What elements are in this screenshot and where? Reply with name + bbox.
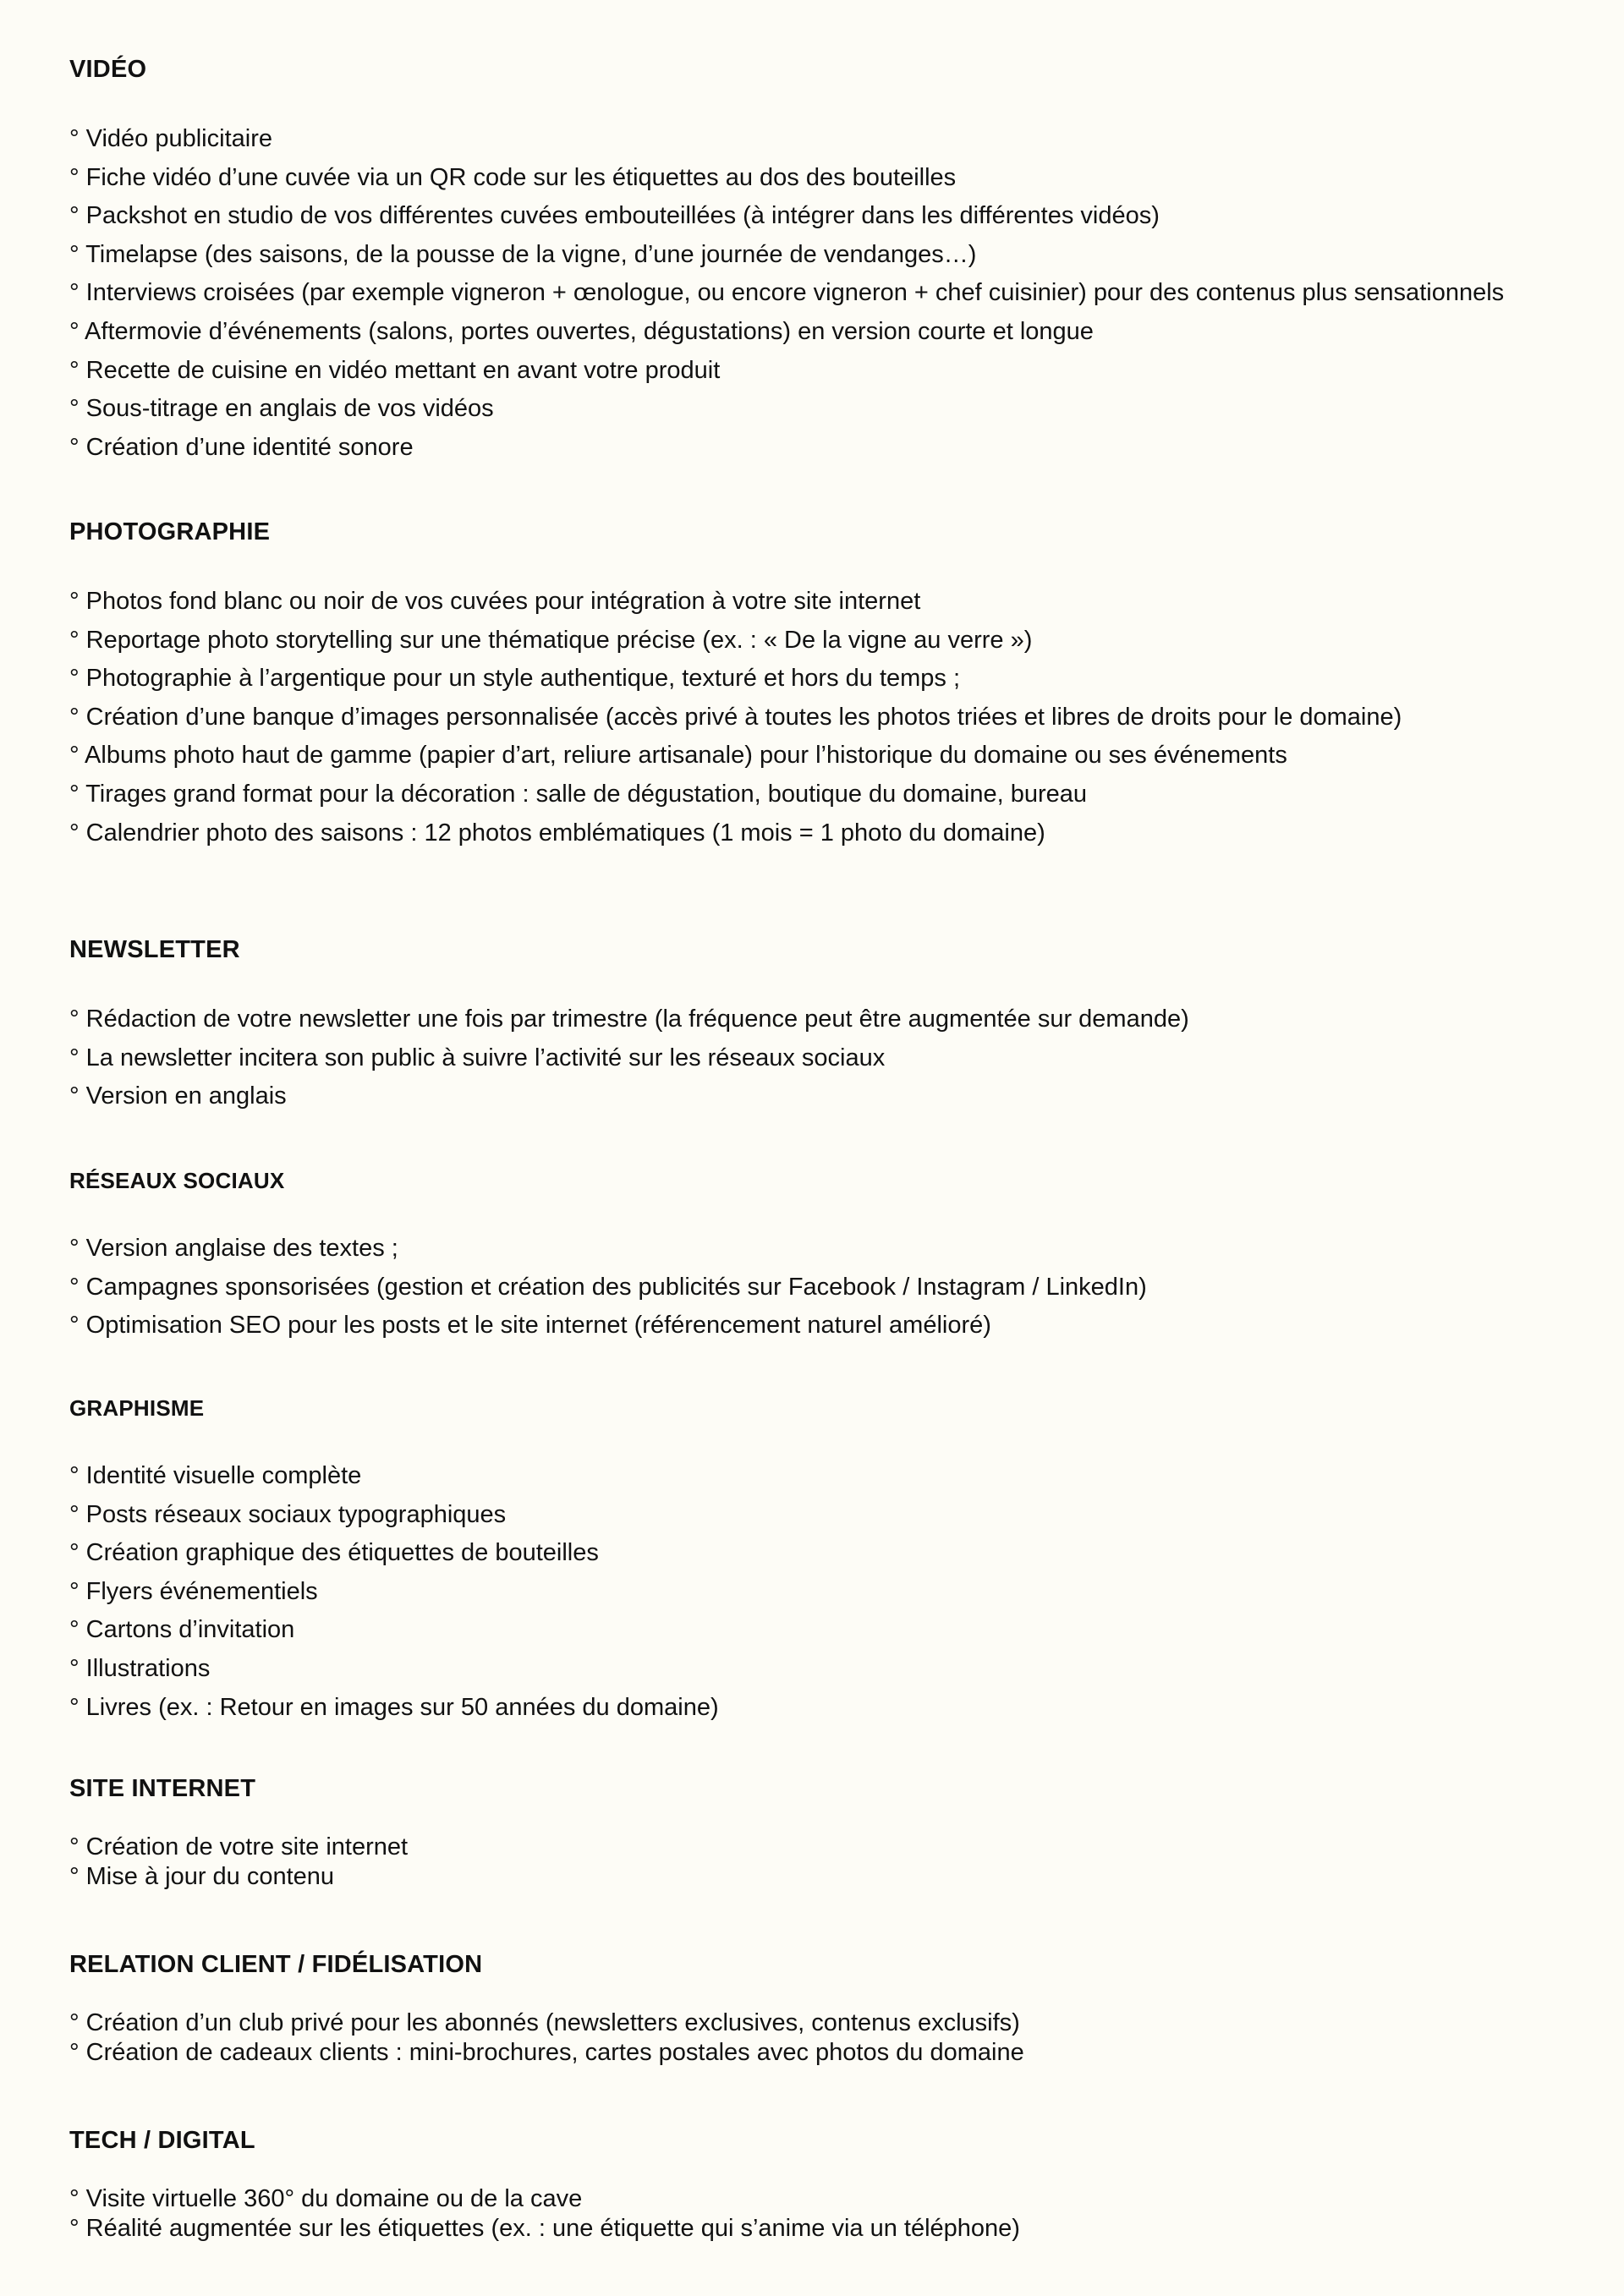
list-item: ° Création de votre site internet xyxy=(69,1833,409,1860)
list-item: ° Optimisation SEO pour les posts et le site internet (référencement naturel amélioré) xyxy=(69,1312,991,1340)
section-newsletter xyxy=(69,934,1573,1116)
service-list xyxy=(69,2008,1573,2068)
list-item: ° Création d’un club privé pour les abonnés (newsletters exclusives, contenus exclusifs) xyxy=(69,2009,1020,2036)
service-list xyxy=(69,1230,1573,1345)
list-item: ° Mise à jour du contenu xyxy=(69,1863,335,1890)
list-item: ° Réalité augmentée sur les étiquettes (ex. : une étiquette qui s’anime via un téléphone) xyxy=(69,2215,1020,2242)
list-item: ° Packshot en studio de vos différentes cuvées embouteillées (à intégrer dans les différentes vidéos) xyxy=(69,202,1160,230)
list-item: ° Identité visuelle complète xyxy=(69,1462,362,1489)
section-graphisme xyxy=(69,1393,1573,1727)
list-item: ° Version anglaise des textes ; xyxy=(69,1235,398,1262)
section-title: GRAPHISME xyxy=(69,1395,205,1421)
list-item: ° Création de cadeaux clients : mini-brochures, cartes postales avec photos du domaine xyxy=(69,2039,1024,2066)
section-title: SITE INTERNET xyxy=(69,1775,256,1802)
section-title: RÉSEAUX SOCIAUX xyxy=(69,1168,285,1193)
list-item: ° Aftermovie d’événements (salons, portes ouvertes, dégustations) en version courte et longue xyxy=(69,317,1094,345)
list-item: ° Livres (ex. : Retour en images sur 50 années du domaine) xyxy=(69,1693,719,1721)
list-item: ° Recette de cuisine en vidéo mettant en avant votre produit xyxy=(69,356,721,384)
list-item: ° Interviews croisées (par exemple vigneron + œnologue, ou encore vigneron + chef cuisinier) pour des contenus plus sensationnels xyxy=(69,279,1505,307)
section-relation-client xyxy=(69,1949,1573,2068)
list-item: ° Création d’une banque d’images personnalisée (accès privé à toutes les photos triées et libres de droits pour le domaine) xyxy=(69,703,1402,731)
section-reseaux-sociaux xyxy=(69,1165,1573,1345)
list-item: ° Calendrier photo des saisons : 12 photos emblématiques (1 mois = 1 photo du domaine) xyxy=(69,819,1045,847)
list-item: ° Campagnes sponsorisées (gestion et création des publicités sur Facebook / Instagram / LinkedIn) xyxy=(69,1273,1147,1301)
list-item: ° La newsletter incitera son public à suivre l’activité sur les réseaux sociaux xyxy=(69,1044,886,1071)
list-item: ° Albums photo haut de gamme (papier d’art, reliure artisanale) pour l’historique du domaine ou ses événements xyxy=(69,742,1287,770)
list-item: ° Timelapse (des saisons, de la pousse de la vigne, d’une journée de vendanges…) xyxy=(69,240,977,268)
list-item: ° Reportage photo storytelling sur une thématique précise (ex. : « De la vigne au verre ») xyxy=(69,626,1033,654)
list-item: ° Version en anglais xyxy=(69,1082,287,1110)
service-list xyxy=(69,2184,1573,2244)
list-item: ° Cartons d’invitation xyxy=(69,1616,295,1644)
service-list xyxy=(69,1833,1573,1892)
list-item: ° Photos fond blanc ou noir de vos cuvées pour intégration à votre site internet xyxy=(69,588,921,615)
section-title: RELATION CLIENT / FIDÉLISATION xyxy=(69,1951,483,1978)
section-tech-digital xyxy=(69,2125,1573,2244)
section-title: VIDÉO xyxy=(69,56,147,83)
section-video xyxy=(69,54,1573,467)
list-item: ° Illustrations xyxy=(69,1654,211,1682)
section-title: TECH / DIGITAL xyxy=(69,2127,255,2154)
list-item: ° Création d’une identité sonore xyxy=(69,433,414,461)
list-item: ° Vidéo publicitaire xyxy=(69,125,272,152)
list-item: ° Tirages grand format pour la décoration : salle de dégustation, boutique du domaine, bureau xyxy=(69,780,1087,808)
service-list xyxy=(69,120,1573,467)
section-site-internet xyxy=(69,1773,1573,1892)
service-list xyxy=(69,583,1573,852)
list-item: ° Rédaction de votre newsletter une fois par trimestre (la fréquence peut être augmentée sur demande) xyxy=(69,1006,1189,1033)
section-title: PHOTOGRAPHIE xyxy=(69,518,271,545)
section-title: NEWSLETTER xyxy=(69,936,240,963)
list-item: ° Flyers événementiels xyxy=(69,1577,318,1605)
service-list xyxy=(69,1457,1573,1727)
list-item: ° Photographie à l’argentique pour un style authentique, texturé et hors du temps ; xyxy=(69,665,961,693)
list-item: ° Posts réseaux sociaux typographiques xyxy=(69,1500,507,1528)
list-item: ° Sous-titrage en anglais de vos vidéos xyxy=(69,395,494,423)
list-item: ° Fiche vidéo d’une cuvée via un QR code sur les étiquettes au dos des bouteilles xyxy=(69,163,957,191)
list-item: ° Visite virtuelle 360° du domaine ou de la cave xyxy=(69,2185,583,2212)
section-photographie xyxy=(69,517,1573,852)
list-item: ° Création graphique des étiquettes de bouteilles xyxy=(69,1539,599,1567)
service-list xyxy=(69,1000,1573,1116)
